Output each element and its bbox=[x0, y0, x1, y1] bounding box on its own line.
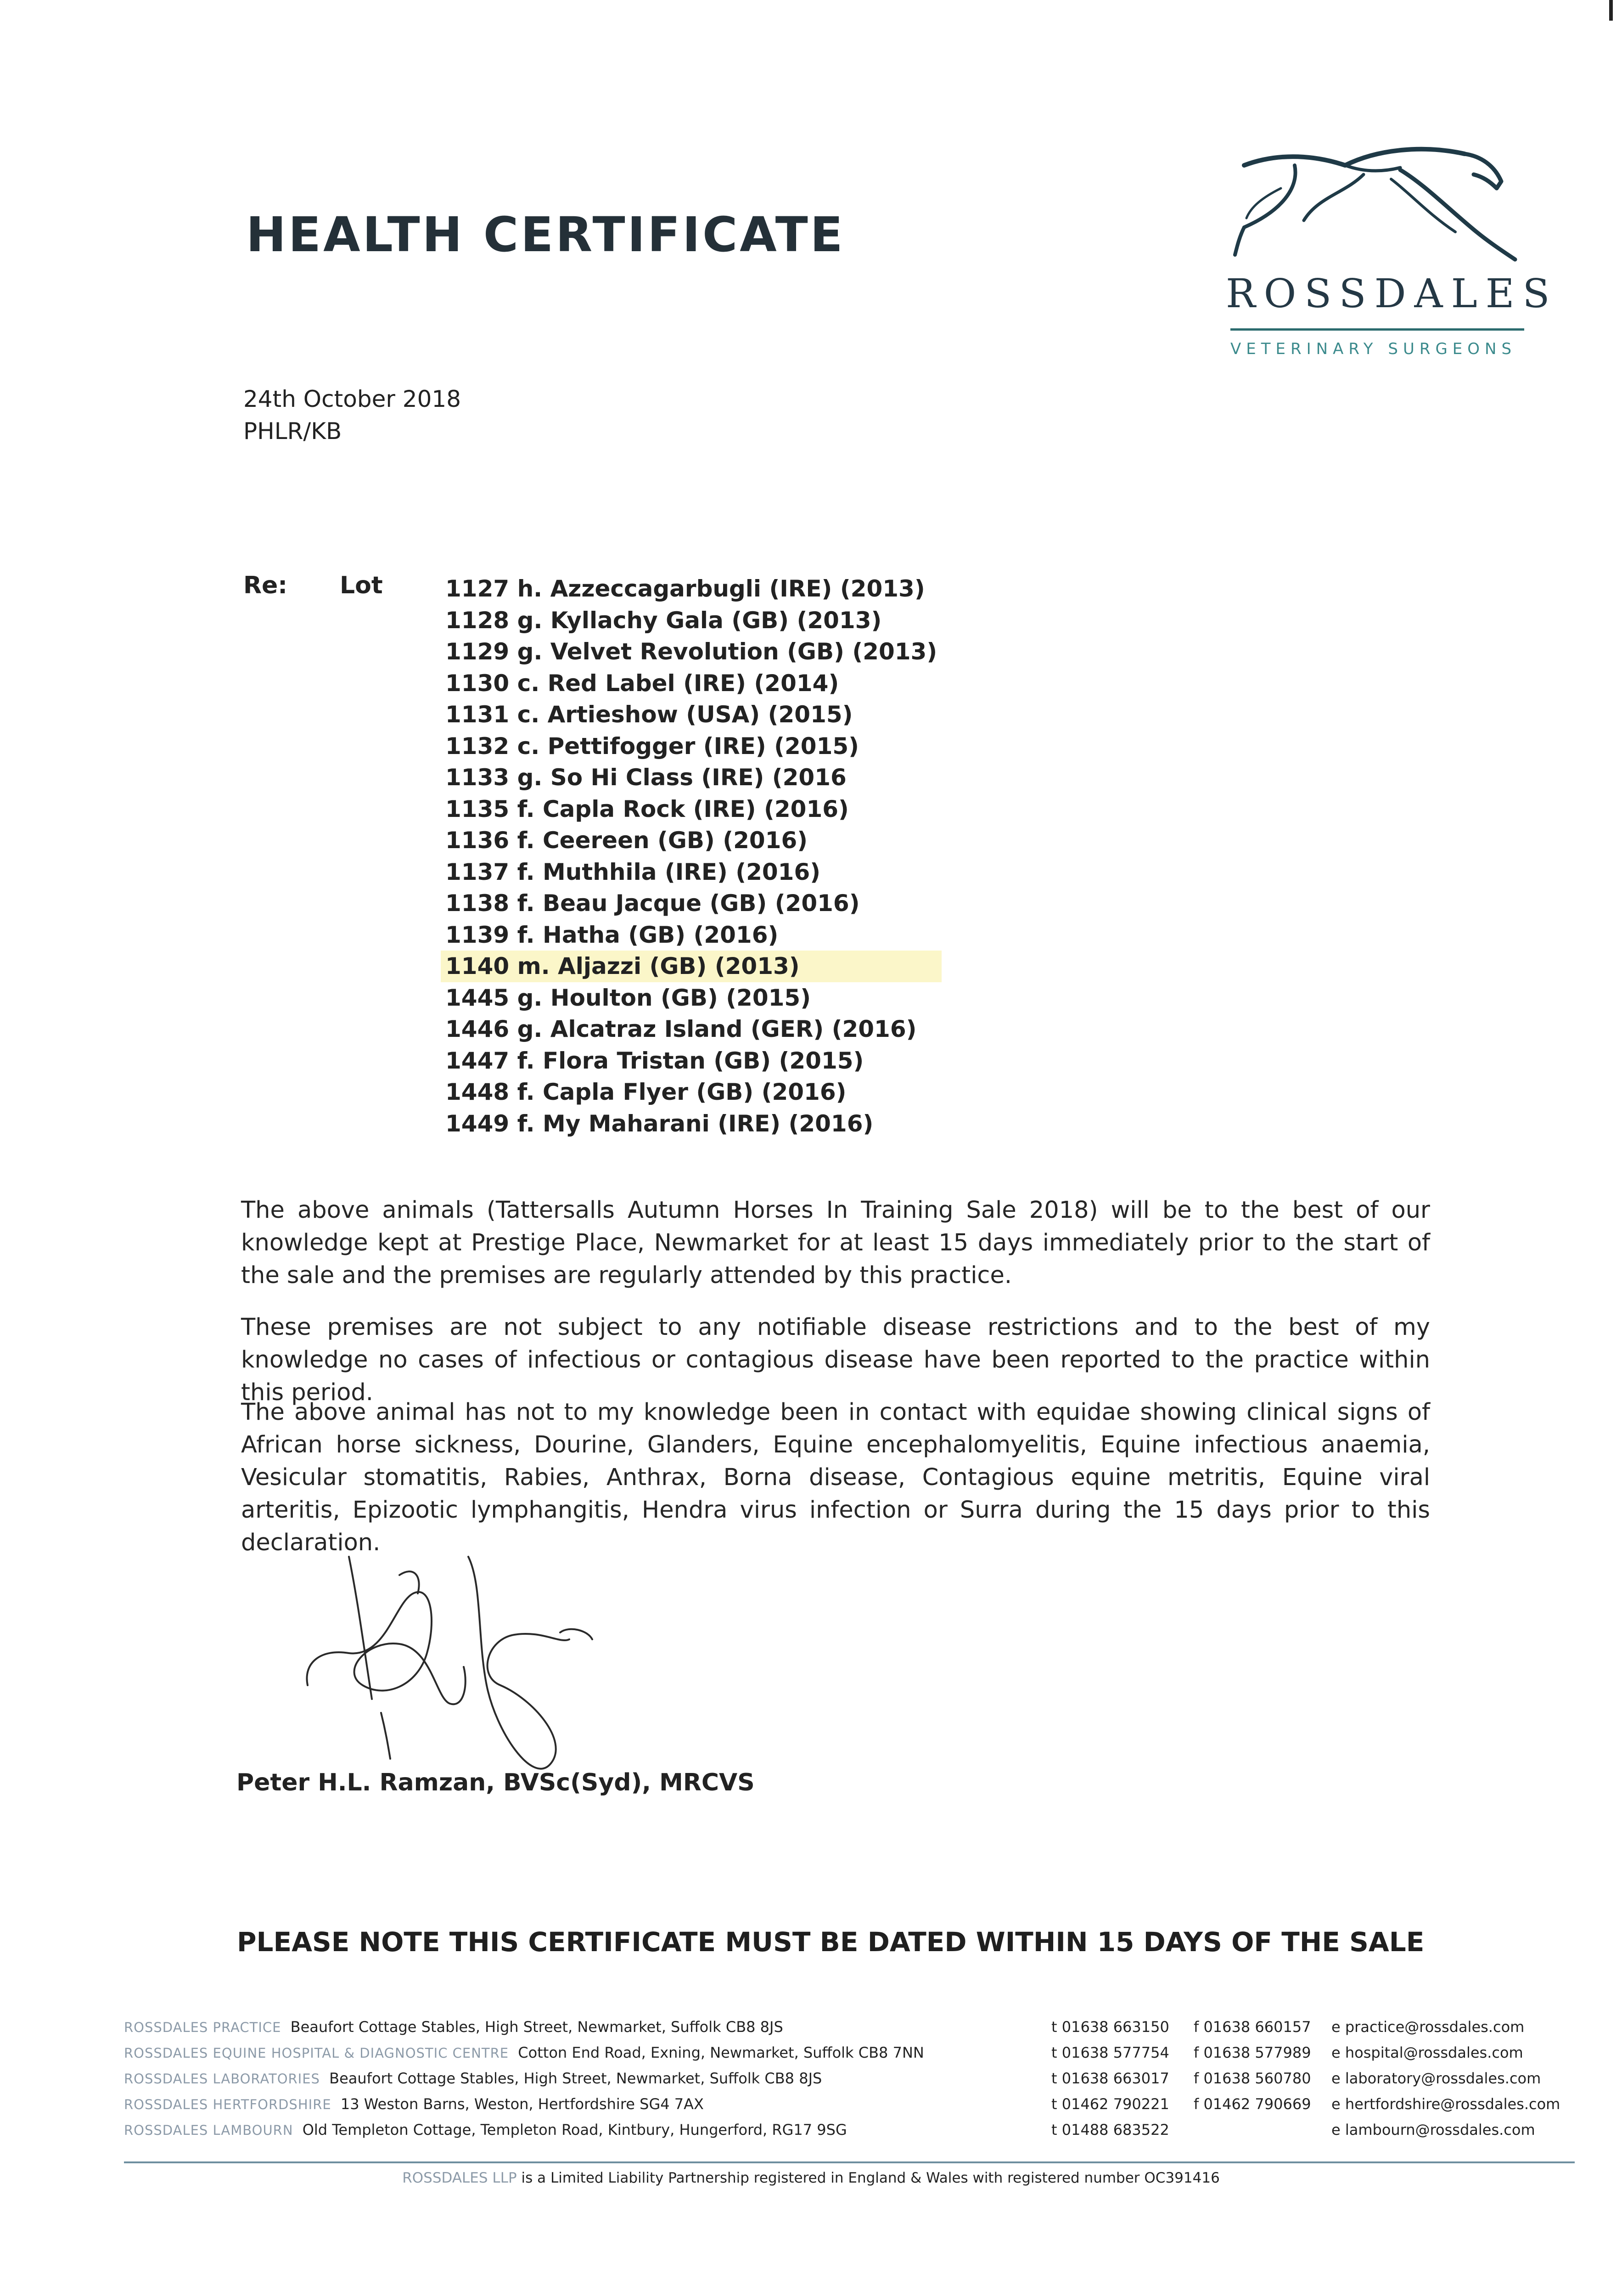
office-name: ROSSDALES LAMBOURN bbox=[124, 2122, 293, 2138]
lot-item: 1446 g. Alcatraz Island (GER) (2016) bbox=[445, 1016, 917, 1042]
dating-notice: PLEASE NOTE THIS CERTIFICATE MUST BE DATED WITHIN 15 DAYS OF THE SALE bbox=[237, 1926, 1425, 1958]
office-address: Cotton End Road, Exning, Newmarket, Suffolk CB8 7NN bbox=[518, 2044, 924, 2061]
logo-subtitle: VETERINARY SURGEONS bbox=[1230, 340, 1517, 358]
paragraph-equidae-contact: The above animal has not to my knowledge been in contact with equidae showing clinical signs of African horse sickness, Dourine, Glanders, Equine encephalomyelitis, Equine infectious anaemia, Vesicular stomatitis, Rabies, Anthrax, Borna disease, Contagious equine metritis, Equine viral arteritis, Epizootic lymphangitis, Hendra virus infection or Surra during the 15 days prior to this declaration. bbox=[241, 1399, 1430, 1556]
office-address: Beaufort Cottage Stables, High Street, Newmarket, Suffolk CB8 8JS bbox=[290, 2018, 783, 2036]
legal-brand: ROSSDALES LLP bbox=[402, 2170, 517, 2186]
scan-edge-mark bbox=[1609, 0, 1613, 21]
lot-item: 1127 h. Azzeccagarbugli (IRE) (2013) bbox=[445, 575, 925, 602]
handwritten-signature bbox=[294, 1548, 661, 1805]
logo-wordmark: ROSSDALES bbox=[1226, 271, 1558, 317]
lot-list bbox=[445, 573, 942, 1139]
office-name: ROSSDALES PRACTICE bbox=[124, 2020, 281, 2035]
lot-item: 1139 f. Hatha (GB) (2016) bbox=[445, 921, 779, 948]
footer-office-row bbox=[124, 2121, 847, 2147]
office-address: Beaufort Cottage Stables, High Street, Newmarket, Suffolk CB8 8JS bbox=[329, 2070, 822, 2087]
telephone-number: t 01462 790221 bbox=[1051, 2095, 1169, 2113]
paragraph-disease-restrictions: These premises are not subject to any notifiable disease restrictions and to the best of my knowledge no cases of infectious or contagious disease have been reported to the practice within this period. bbox=[241, 1314, 1430, 1406]
email-link[interactable]: e hertfordshire@rossdales.com bbox=[1331, 2095, 1560, 2113]
telephone-number: t 01638 663017 bbox=[1051, 2070, 1169, 2087]
footer-office-row bbox=[124, 2044, 924, 2070]
signer-name: Peter H.L. Ramzan, BVSc(Syd), MRCVS bbox=[236, 1769, 755, 1796]
email-link[interactable]: e lambourn@rossdales.com bbox=[1331, 2121, 1535, 2138]
office-address: Old Templeton Cottage, Templeton Road, Kintbury, Hungerford, RG17 9SG bbox=[302, 2121, 847, 2138]
lot-item: 1137 f. Muthhila (IRE) (2016) bbox=[445, 858, 821, 885]
fax-number: f 01638 577989 bbox=[1194, 2044, 1311, 2061]
fax-number: f 01638 660157 bbox=[1194, 2018, 1311, 2036]
telephone-number: t 01638 663150 bbox=[1051, 2018, 1169, 2036]
legal-statement bbox=[0, 2170, 1622, 2186]
rossdales-logo bbox=[1212, 138, 1558, 372]
document-title: HEALTH CERTIFICATE bbox=[246, 207, 845, 263]
office-address: 13 Weston Barns, Weston, Hertfordshire SG4 7AX bbox=[340, 2095, 704, 2113]
fax-number: f 01638 560780 bbox=[1194, 2070, 1311, 2087]
office-name: ROSSDALES HERTFORDSHIRE bbox=[124, 2097, 331, 2112]
office-name: ROSSDALES EQUINE HOSPITAL & DIAGNOSTIC CENTRE bbox=[124, 2045, 509, 2061]
office-name: ROSSDALES LABORATORIES bbox=[124, 2071, 320, 2087]
paragraph-sale-premises: The above animals (Tattersalls Autumn Horses In Training Sale 2018) will be to the best of our knowledge kept at Prestige Place, Newmarket for at least 15 days immediately prior to the start of the sale and the premises are regularly attended by this practice. bbox=[241, 1197, 1430, 1289]
horse-logo-icon bbox=[1226, 138, 1520, 271]
lot-label: Lot bbox=[340, 572, 383, 599]
email-link[interactable]: e hospital@rossdales.com bbox=[1331, 2044, 1523, 2061]
footer-emails bbox=[1331, 2018, 1560, 2147]
footer-office-row bbox=[124, 2070, 822, 2095]
lot-item: 1135 f. Capla Rock (IRE) (2016) bbox=[445, 795, 849, 822]
letter-reference: PHLR/KB bbox=[243, 418, 342, 445]
email-link[interactable]: e practice@rossdales.com bbox=[1331, 2018, 1525, 2036]
lot-item: 1130 c. Red Label (IRE) (2014) bbox=[445, 670, 839, 697]
lot-item: 1445 g. Houlton (GB) (2015) bbox=[445, 984, 811, 1011]
fax-number: f 01462 790669 bbox=[1194, 2095, 1311, 2113]
lot-item: 1138 f. Beau Jacque (GB) (2016) bbox=[445, 890, 860, 917]
legal-text: is a Limited Liability Partnership registered in England & Wales with registered number OC391416 bbox=[521, 2170, 1220, 2186]
lot-item: 1129 g. Velvet Revolution (GB) (2013) bbox=[445, 638, 937, 665]
logo-divider bbox=[1230, 328, 1524, 331]
lot-item: 1132 c. Pettifogger (IRE) (2015) bbox=[445, 732, 859, 760]
footer-faxes bbox=[1194, 2018, 1311, 2121]
telephone-number: t 01488 683522 bbox=[1051, 2121, 1169, 2138]
lot-item: 1449 f. My Maharani (IRE) (2016) bbox=[445, 1110, 874, 1137]
footer-divider bbox=[124, 2161, 1575, 2163]
footer-office-row bbox=[124, 2018, 783, 2044]
letter-date: 24th October 2018 bbox=[243, 386, 461, 412]
footer-office-row bbox=[124, 2095, 704, 2121]
re-label: Re: bbox=[243, 572, 288, 599]
email-link[interactable]: e laboratory@rossdales.com bbox=[1331, 2070, 1541, 2087]
lot-item: 1128 g. Kyllachy Gala (GB) (2013) bbox=[445, 607, 882, 634]
lot-item: 1447 f. Flora Tristan (GB) (2015) bbox=[445, 1047, 864, 1074]
lot-item: 1448 f. Capla Flyer (GB) (2016) bbox=[445, 1079, 847, 1105]
footer-telephones bbox=[1051, 2018, 1169, 2147]
lot-item: 1133 g. So Hi Class (IRE) (2016 bbox=[445, 764, 847, 791]
telephone-number: t 01638 577754 bbox=[1051, 2044, 1169, 2061]
lot-item: 1131 c. Artieshow (USA) (2015) bbox=[445, 701, 853, 728]
lot-item: 1136 f. Ceereen (GB) (2016) bbox=[445, 827, 808, 854]
lot-item-highlighted: 1140 m. Aljazzi (GB) (2013) bbox=[441, 951, 942, 982]
